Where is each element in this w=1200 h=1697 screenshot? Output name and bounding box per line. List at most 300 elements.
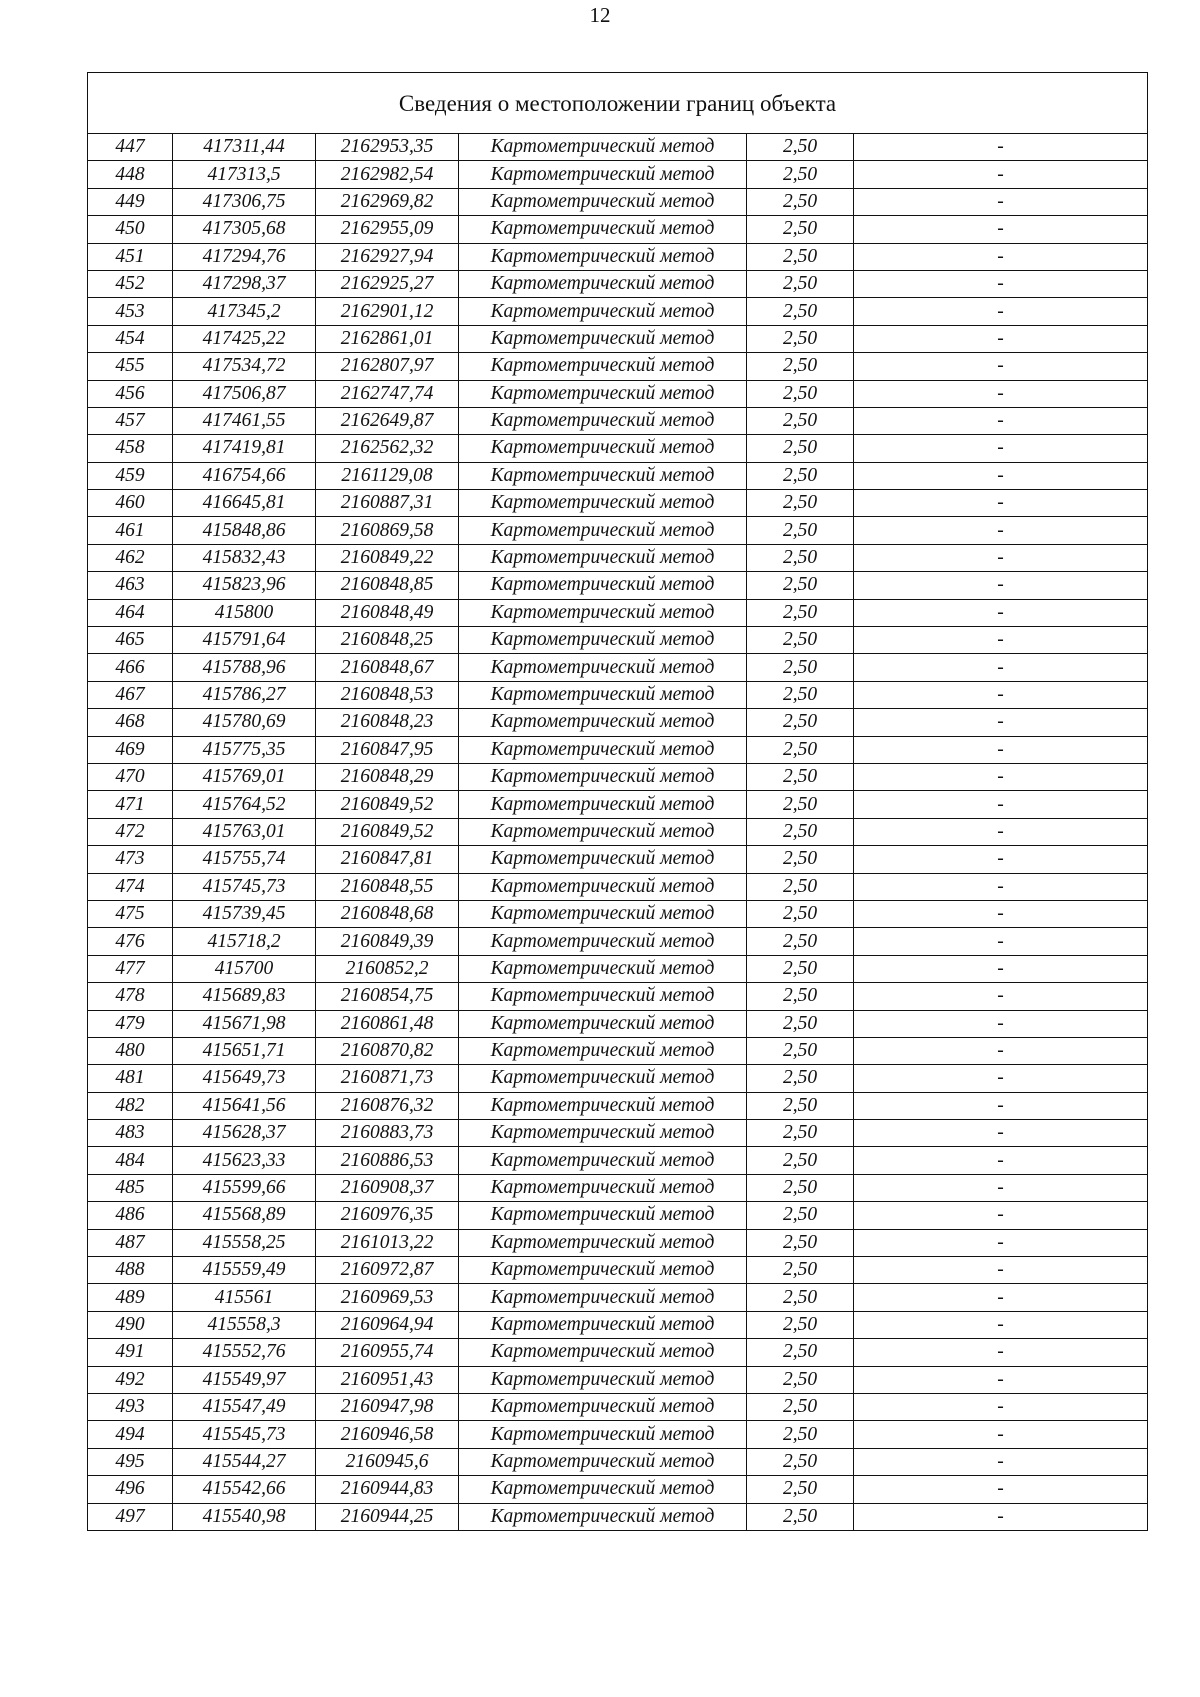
y-coordinate-cell: 2160944,25 xyxy=(316,1503,459,1530)
method-cell: Картометрический метод xyxy=(459,435,747,462)
table-row xyxy=(88,709,1148,736)
table-row xyxy=(88,462,1148,489)
table-row xyxy=(88,1202,1148,1229)
point-number-cell: 497 xyxy=(88,1503,173,1530)
table-row xyxy=(88,243,1148,270)
point-number-cell: 453 xyxy=(88,298,173,325)
accuracy-cell: 2,50 xyxy=(747,353,854,380)
y-coordinate-cell: 2160972,87 xyxy=(316,1257,459,1284)
y-coordinate-cell: 2162927,94 xyxy=(316,243,459,270)
description-cell: - xyxy=(854,188,1148,215)
point-number-cell: 477 xyxy=(88,955,173,982)
x-coordinate-cell: 417298,37 xyxy=(173,270,316,297)
description-cell: - xyxy=(854,1010,1148,1037)
description-cell: - xyxy=(854,572,1148,599)
x-coordinate-cell: 417311,44 xyxy=(173,134,316,161)
y-coordinate-cell: 2160883,73 xyxy=(316,1120,459,1147)
table-row xyxy=(88,1448,1148,1475)
table-row xyxy=(88,1037,1148,1064)
description-cell: - xyxy=(854,736,1148,763)
method-cell: Картометрический метод xyxy=(459,1202,747,1229)
table-row xyxy=(88,818,1148,845)
point-number-cell: 464 xyxy=(88,599,173,626)
table-row xyxy=(88,1311,1148,1338)
y-coordinate-cell: 2162649,87 xyxy=(316,407,459,434)
accuracy-cell: 2,50 xyxy=(747,1092,854,1119)
point-number-cell: 481 xyxy=(88,1065,173,1092)
accuracy-cell: 2,50 xyxy=(747,1174,854,1201)
table-row xyxy=(88,1147,1148,1174)
y-coordinate-cell: 2160976,35 xyxy=(316,1202,459,1229)
table-row xyxy=(88,1010,1148,1037)
point-number-cell: 450 xyxy=(88,216,173,243)
table-row xyxy=(88,134,1148,161)
description-cell: - xyxy=(854,325,1148,352)
table-row xyxy=(88,763,1148,790)
table-row xyxy=(88,983,1148,1010)
point-number-cell: 496 xyxy=(88,1476,173,1503)
x-coordinate-cell: 415739,45 xyxy=(173,900,316,927)
y-coordinate-cell: 2160870,82 xyxy=(316,1037,459,1064)
y-coordinate-cell: 2160848,23 xyxy=(316,709,459,736)
point-number-cell: 451 xyxy=(88,243,173,270)
y-coordinate-cell: 2160848,53 xyxy=(316,681,459,708)
point-number-cell: 455 xyxy=(88,353,173,380)
y-coordinate-cell: 2160848,55 xyxy=(316,873,459,900)
y-coordinate-cell: 2162955,09 xyxy=(316,216,459,243)
point-number-cell: 461 xyxy=(88,517,173,544)
x-coordinate-cell: 415800 xyxy=(173,599,316,626)
table-row xyxy=(88,435,1148,462)
y-coordinate-cell: 2162861,01 xyxy=(316,325,459,352)
boundary-coordinates-table xyxy=(87,72,1148,1531)
method-cell: Картометрический метод xyxy=(459,763,747,790)
table-title-row xyxy=(88,73,1148,134)
x-coordinate-cell: 415848,86 xyxy=(173,517,316,544)
x-coordinate-cell: 415763,01 xyxy=(173,818,316,845)
description-cell: - xyxy=(854,134,1148,161)
x-coordinate-cell: 415628,37 xyxy=(173,1120,316,1147)
description-cell: - xyxy=(854,1284,1148,1311)
description-cell: - xyxy=(854,462,1148,489)
method-cell: Картометрический метод xyxy=(459,1503,747,1530)
description-cell: - xyxy=(854,517,1148,544)
accuracy-cell: 2,50 xyxy=(747,1120,854,1147)
x-coordinate-cell: 415649,73 xyxy=(173,1065,316,1092)
y-coordinate-cell: 2160849,22 xyxy=(316,544,459,571)
description-cell: - xyxy=(854,709,1148,736)
point-number-cell: 491 xyxy=(88,1339,173,1366)
point-number-cell: 458 xyxy=(88,435,173,462)
accuracy-cell: 2,50 xyxy=(747,1421,854,1448)
accuracy-cell: 2,50 xyxy=(747,298,854,325)
description-cell: - xyxy=(854,983,1148,1010)
point-number-cell: 449 xyxy=(88,188,173,215)
y-coordinate-cell: 2160955,74 xyxy=(316,1339,459,1366)
point-number-cell: 475 xyxy=(88,900,173,927)
description-cell: - xyxy=(854,928,1148,955)
x-coordinate-cell: 415623,33 xyxy=(173,1147,316,1174)
y-coordinate-cell: 2160964,94 xyxy=(316,1311,459,1338)
y-coordinate-cell: 2162969,82 xyxy=(316,188,459,215)
method-cell: Картометрический метод xyxy=(459,1311,747,1338)
method-cell: Картометрический метод xyxy=(459,1284,747,1311)
x-coordinate-cell: 415689,83 xyxy=(173,983,316,1010)
method-cell: Картометрический метод xyxy=(459,709,747,736)
method-cell: Картометрический метод xyxy=(459,818,747,845)
method-cell: Картометрический метод xyxy=(459,873,747,900)
point-number-cell: 462 xyxy=(88,544,173,571)
x-coordinate-cell: 415786,27 xyxy=(173,681,316,708)
accuracy-cell: 2,50 xyxy=(747,983,854,1010)
x-coordinate-cell: 417534,72 xyxy=(173,353,316,380)
method-cell: Картометрический метод xyxy=(459,353,747,380)
accuracy-cell: 2,50 xyxy=(747,243,854,270)
method-cell: Картометрический метод xyxy=(459,407,747,434)
x-coordinate-cell: 417306,75 xyxy=(173,188,316,215)
point-number-cell: 474 xyxy=(88,873,173,900)
x-coordinate-cell: 415549,97 xyxy=(173,1366,316,1393)
point-number-cell: 490 xyxy=(88,1311,173,1338)
accuracy-cell: 2,50 xyxy=(747,1503,854,1530)
table-row xyxy=(88,654,1148,681)
table-row xyxy=(88,1393,1148,1420)
method-cell: Картометрический метод xyxy=(459,1393,747,1420)
description-cell: - xyxy=(854,763,1148,790)
y-coordinate-cell: 2160969,53 xyxy=(316,1284,459,1311)
accuracy-cell: 2,50 xyxy=(747,1393,854,1420)
point-number-cell: 479 xyxy=(88,1010,173,1037)
y-coordinate-cell: 2160869,58 xyxy=(316,517,459,544)
point-number-cell: 469 xyxy=(88,736,173,763)
accuracy-cell: 2,50 xyxy=(747,270,854,297)
description-cell: - xyxy=(854,407,1148,434)
point-number-cell: 488 xyxy=(88,1257,173,1284)
method-cell: Картометрический метод xyxy=(459,846,747,873)
accuracy-cell: 2,50 xyxy=(747,736,854,763)
y-coordinate-cell: 2162925,27 xyxy=(316,270,459,297)
table-row xyxy=(88,873,1148,900)
accuracy-cell: 2,50 xyxy=(747,873,854,900)
x-coordinate-cell: 415599,66 xyxy=(173,1174,316,1201)
method-cell: Картометрический метод xyxy=(459,599,747,626)
accuracy-cell: 2,50 xyxy=(747,1037,854,1064)
method-cell: Картометрический метод xyxy=(459,490,747,517)
x-coordinate-cell: 415568,89 xyxy=(173,1202,316,1229)
y-coordinate-cell: 2160946,58 xyxy=(316,1421,459,1448)
accuracy-cell: 2,50 xyxy=(747,1339,854,1366)
table-row xyxy=(88,599,1148,626)
accuracy-cell: 2,50 xyxy=(747,188,854,215)
method-cell: Картометрический метод xyxy=(459,681,747,708)
point-number-cell: 463 xyxy=(88,572,173,599)
x-coordinate-cell: 415718,2 xyxy=(173,928,316,955)
x-coordinate-cell: 415651,71 xyxy=(173,1037,316,1064)
x-coordinate-cell: 415641,56 xyxy=(173,1092,316,1119)
y-coordinate-cell: 2160947,98 xyxy=(316,1393,459,1420)
table-row xyxy=(88,1174,1148,1201)
point-number-cell: 454 xyxy=(88,325,173,352)
method-cell: Картометрический метод xyxy=(459,736,747,763)
accuracy-cell: 2,50 xyxy=(747,955,854,982)
description-cell: - xyxy=(854,599,1148,626)
method-cell: Картометрический метод xyxy=(459,900,747,927)
method-cell: Картометрический метод xyxy=(459,298,747,325)
method-cell: Картометрический метод xyxy=(459,188,747,215)
description-cell: - xyxy=(854,955,1148,982)
table-row xyxy=(88,627,1148,654)
table-row xyxy=(88,1339,1148,1366)
table-row xyxy=(88,1092,1148,1119)
x-coordinate-cell: 415558,3 xyxy=(173,1311,316,1338)
x-coordinate-cell: 417305,68 xyxy=(173,216,316,243)
method-cell: Картометрический метод xyxy=(459,1065,747,1092)
method-cell: Картометрический метод xyxy=(459,1421,747,1448)
point-number-cell: 459 xyxy=(88,462,173,489)
point-number-cell: 447 xyxy=(88,134,173,161)
y-coordinate-cell: 2160944,83 xyxy=(316,1476,459,1503)
method-cell: Картометрический метод xyxy=(459,1476,747,1503)
method-cell: Картометрический метод xyxy=(459,462,747,489)
accuracy-cell: 2,50 xyxy=(747,763,854,790)
table-row xyxy=(88,353,1148,380)
method-cell: Картометрический метод xyxy=(459,1448,747,1475)
method-cell: Картометрический метод xyxy=(459,270,747,297)
x-coordinate-cell: 415823,96 xyxy=(173,572,316,599)
table-row xyxy=(88,216,1148,243)
description-cell: - xyxy=(854,1065,1148,1092)
method-cell: Картометрический метод xyxy=(459,791,747,818)
point-number-cell: 467 xyxy=(88,681,173,708)
description-cell: - xyxy=(854,1311,1148,1338)
method-cell: Картометрический метод xyxy=(459,955,747,982)
y-coordinate-cell: 2160852,2 xyxy=(316,955,459,982)
accuracy-cell: 2,50 xyxy=(747,517,854,544)
accuracy-cell: 2,50 xyxy=(747,1257,854,1284)
point-number-cell: 473 xyxy=(88,846,173,873)
table-row xyxy=(88,380,1148,407)
accuracy-cell: 2,50 xyxy=(747,627,854,654)
accuracy-cell: 2,50 xyxy=(747,791,854,818)
description-cell: - xyxy=(854,161,1148,188)
accuracy-cell: 2,50 xyxy=(747,709,854,736)
point-number-cell: 448 xyxy=(88,161,173,188)
table-row xyxy=(88,681,1148,708)
x-coordinate-cell: 415545,73 xyxy=(173,1421,316,1448)
x-coordinate-cell: 417461,55 xyxy=(173,407,316,434)
description-cell: - xyxy=(854,1339,1148,1366)
description-cell: - xyxy=(854,1257,1148,1284)
y-coordinate-cell: 2162953,35 xyxy=(316,134,459,161)
description-cell: - xyxy=(854,435,1148,462)
point-number-cell: 485 xyxy=(88,1174,173,1201)
table-row xyxy=(88,1284,1148,1311)
x-coordinate-cell: 415788,96 xyxy=(173,654,316,681)
accuracy-cell: 2,50 xyxy=(747,572,854,599)
table-row xyxy=(88,791,1148,818)
description-cell: - xyxy=(854,1120,1148,1147)
table-row xyxy=(88,544,1148,571)
description-cell: - xyxy=(854,846,1148,873)
table-row xyxy=(88,298,1148,325)
x-coordinate-cell: 415755,74 xyxy=(173,846,316,873)
x-coordinate-cell: 417313,5 xyxy=(173,161,316,188)
x-coordinate-cell: 415832,43 xyxy=(173,544,316,571)
point-number-cell: 492 xyxy=(88,1366,173,1393)
y-coordinate-cell: 2162747,74 xyxy=(316,380,459,407)
table-row xyxy=(88,325,1148,352)
accuracy-cell: 2,50 xyxy=(747,654,854,681)
accuracy-cell: 2,50 xyxy=(747,407,854,434)
method-cell: Картометрический метод xyxy=(459,1037,747,1064)
point-number-cell: 484 xyxy=(88,1147,173,1174)
description-cell: - xyxy=(854,1448,1148,1475)
description-cell: - xyxy=(854,627,1148,654)
table-row xyxy=(88,517,1148,544)
table-row xyxy=(88,490,1148,517)
table-row xyxy=(88,1503,1148,1530)
point-number-cell: 489 xyxy=(88,1284,173,1311)
x-coordinate-cell: 415745,73 xyxy=(173,873,316,900)
accuracy-cell: 2,50 xyxy=(747,435,854,462)
accuracy-cell: 2,50 xyxy=(747,1448,854,1475)
x-coordinate-cell: 417506,87 xyxy=(173,380,316,407)
x-coordinate-cell: 415552,76 xyxy=(173,1339,316,1366)
table-row xyxy=(88,1229,1148,1256)
x-coordinate-cell: 417294,76 xyxy=(173,243,316,270)
y-coordinate-cell: 2161013,22 xyxy=(316,1229,459,1256)
x-coordinate-cell: 415558,25 xyxy=(173,1229,316,1256)
point-number-cell: 486 xyxy=(88,1202,173,1229)
description-cell: - xyxy=(854,1092,1148,1119)
method-cell: Картометрический метод xyxy=(459,1010,747,1037)
accuracy-cell: 2,50 xyxy=(747,216,854,243)
description-cell: - xyxy=(854,270,1148,297)
method-cell: Картометрический метод xyxy=(459,572,747,599)
description-cell: - xyxy=(854,1202,1148,1229)
table-row xyxy=(88,1120,1148,1147)
table-row xyxy=(88,900,1148,927)
table-row xyxy=(88,736,1148,763)
description-cell: - xyxy=(854,1421,1148,1448)
method-cell: Картометрический метод xyxy=(459,325,747,352)
x-coordinate-cell: 417345,2 xyxy=(173,298,316,325)
y-coordinate-cell: 2160849,39 xyxy=(316,928,459,955)
y-coordinate-cell: 2160908,37 xyxy=(316,1174,459,1201)
point-number-cell: 487 xyxy=(88,1229,173,1256)
point-number-cell: 460 xyxy=(88,490,173,517)
description-cell: - xyxy=(854,298,1148,325)
accuracy-cell: 2,50 xyxy=(747,325,854,352)
method-cell: Картометрический метод xyxy=(459,1092,747,1119)
y-coordinate-cell: 2160886,53 xyxy=(316,1147,459,1174)
accuracy-cell: 2,50 xyxy=(747,161,854,188)
method-cell: Картометрический метод xyxy=(459,1120,747,1147)
point-number-cell: 457 xyxy=(88,407,173,434)
x-coordinate-cell: 415559,49 xyxy=(173,1257,316,1284)
description-cell: - xyxy=(854,380,1148,407)
accuracy-cell: 2,50 xyxy=(747,928,854,955)
y-coordinate-cell: 2162562,32 xyxy=(316,435,459,462)
accuracy-cell: 2,50 xyxy=(747,1147,854,1174)
accuracy-cell: 2,50 xyxy=(747,462,854,489)
y-coordinate-cell: 2160848,68 xyxy=(316,900,459,927)
method-cell: Картометрический метод xyxy=(459,1147,747,1174)
x-coordinate-cell: 415547,49 xyxy=(173,1393,316,1420)
y-coordinate-cell: 2160861,48 xyxy=(316,1010,459,1037)
accuracy-cell: 2,50 xyxy=(747,380,854,407)
y-coordinate-cell: 2160945,6 xyxy=(316,1448,459,1475)
x-coordinate-cell: 415561 xyxy=(173,1284,316,1311)
accuracy-cell: 2,50 xyxy=(747,681,854,708)
accuracy-cell: 2,50 xyxy=(747,1065,854,1092)
method-cell: Картометрический метод xyxy=(459,517,747,544)
x-coordinate-cell: 415775,35 xyxy=(173,736,316,763)
accuracy-cell: 2,50 xyxy=(747,846,854,873)
point-number-cell: 478 xyxy=(88,983,173,1010)
point-number-cell: 456 xyxy=(88,380,173,407)
method-cell: Картометрический метод xyxy=(459,161,747,188)
y-coordinate-cell: 2160847,81 xyxy=(316,846,459,873)
x-coordinate-cell: 415791,64 xyxy=(173,627,316,654)
point-number-cell: 471 xyxy=(88,791,173,818)
description-cell: - xyxy=(854,1366,1148,1393)
description-cell: - xyxy=(854,490,1148,517)
x-coordinate-cell: 415700 xyxy=(173,955,316,982)
accuracy-cell: 2,50 xyxy=(747,1010,854,1037)
accuracy-cell: 2,50 xyxy=(747,1476,854,1503)
table-row xyxy=(88,161,1148,188)
method-cell: Картометрический метод xyxy=(459,1366,747,1393)
accuracy-cell: 2,50 xyxy=(747,1229,854,1256)
method-cell: Картометрический метод xyxy=(459,544,747,571)
y-coordinate-cell: 2160871,73 xyxy=(316,1065,459,1092)
method-cell: Картометрический метод xyxy=(459,1229,747,1256)
description-cell: - xyxy=(854,353,1148,380)
table-row xyxy=(88,928,1148,955)
method-cell: Картометрический метод xyxy=(459,627,747,654)
description-cell: - xyxy=(854,818,1148,845)
description-cell: - xyxy=(854,654,1148,681)
description-cell: - xyxy=(854,216,1148,243)
point-number-cell: 495 xyxy=(88,1448,173,1475)
y-coordinate-cell: 2160848,85 xyxy=(316,572,459,599)
x-coordinate-cell: 417419,81 xyxy=(173,435,316,462)
page-number: 12 xyxy=(589,3,611,27)
description-cell: - xyxy=(854,1393,1148,1420)
point-number-cell: 483 xyxy=(88,1120,173,1147)
table-title: Сведения о местоположении границ объекта xyxy=(88,73,1148,134)
accuracy-cell: 2,50 xyxy=(747,1284,854,1311)
description-cell: - xyxy=(854,1476,1148,1503)
y-coordinate-cell: 2161129,08 xyxy=(316,462,459,489)
point-number-cell: 466 xyxy=(88,654,173,681)
y-coordinate-cell: 2160847,95 xyxy=(316,736,459,763)
method-cell: Картометрический метод xyxy=(459,1339,747,1366)
method-cell: Картометрический метод xyxy=(459,1174,747,1201)
method-cell: Картометрический метод xyxy=(459,243,747,270)
accuracy-cell: 2,50 xyxy=(747,1366,854,1393)
accuracy-cell: 2,50 xyxy=(747,1202,854,1229)
accuracy-cell: 2,50 xyxy=(747,544,854,571)
table-row xyxy=(88,1476,1148,1503)
method-cell: Картометрический метод xyxy=(459,216,747,243)
y-coordinate-cell: 2162901,12 xyxy=(316,298,459,325)
description-cell: - xyxy=(854,1229,1148,1256)
point-number-cell: 472 xyxy=(88,818,173,845)
accuracy-cell: 2,50 xyxy=(747,490,854,517)
description-cell: - xyxy=(854,1174,1148,1201)
